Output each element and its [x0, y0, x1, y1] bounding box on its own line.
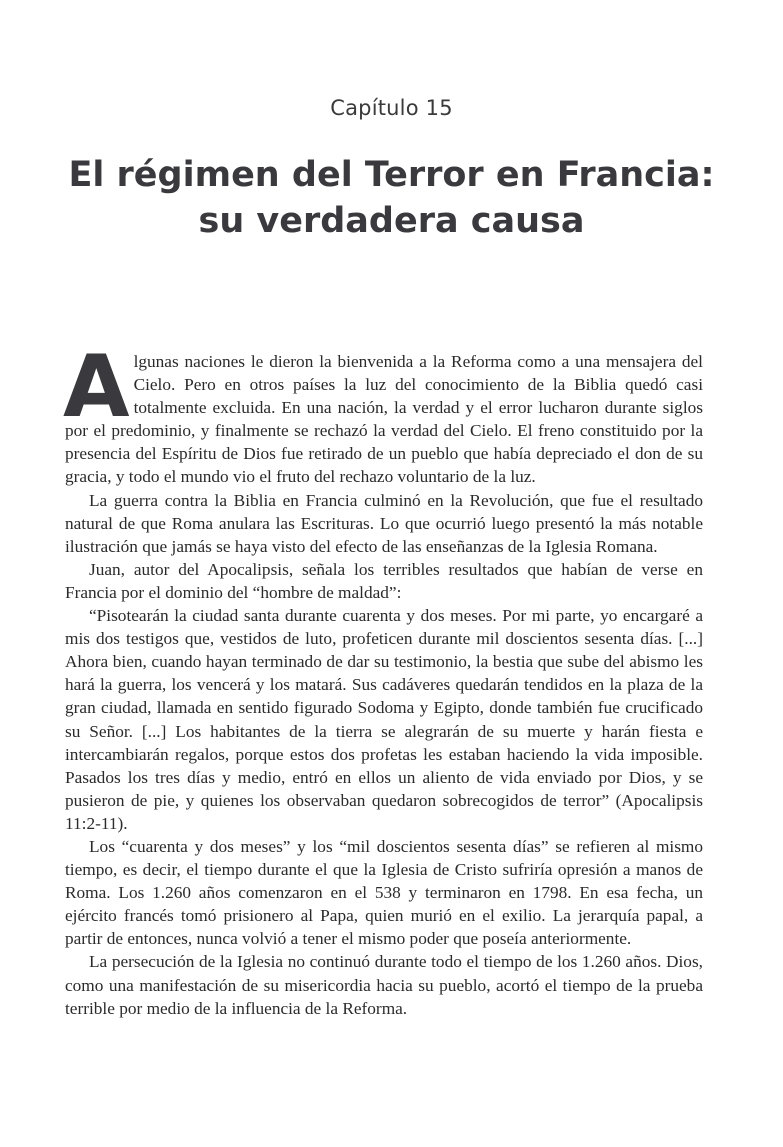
drop-cap: A — [63, 337, 130, 437]
paragraph-3: Juan, autor del Apocalipsis, señala los terribles resultados que habían de verse en Francia por el dominio del “hombre de maldad”: — [65, 559, 703, 602]
body-text — [63, 337, 703, 1020]
chapter-title-line-2: su verdadera causa — [198, 201, 585, 241]
chapter-title — [40, 152, 743, 244]
chapter-title-line-1: El régimen del Terror en Francia: — [68, 155, 715, 195]
paragraph-6: La persecución de la Iglesia no continuó durante todo el tiempo de los 1.260 años. Dios, como una manifestación de su misericordia hacia su pueblo, acortó el tiempo de la prueba terrible por medio de la influencia de la Reforma. — [65, 952, 703, 1018]
paragraph-1 — [63, 337, 703, 489]
chapter-label: Capítulo 15 — [330, 96, 453, 120]
paragraph-5: Los “cuarenta y dos meses” y los “mil doscientos sesenta días” se refieren al mismo tiempo, es decir, el tiempo durante el que la Iglesia de Cristo sufriría opresión a manos de Roma. Los 1.260 años comenzaron en el 538 y terminaron en 1798. En esa fecha, un ejército francés tomó prisionero al Papa, quien murió en el exilio. La jerarquía papal, a partir de entonces, nunca volvió a tener el mismo poder que poseía anteriormente. — [65, 836, 703, 949]
paragraph-4-quote: “Pisotearán la ciudad santa durante cuarenta y dos meses. Por mi parte, yo encargaré a mis dos testigos que, vestidos de luto, profeticen durante mil doscientos sesenta días. [...] Ahora bien, cuando hayan terminado de dar su testimonio, la bestia que sube del abismo les hará la guerra, los vencerá y los matará. Sus cadáveres quedarán tendidos en la plaza de la gran ciudad, llamada en sentido figurado Sodoma y Egipto, donde también fue crucificado su Señor. [...] Los habitantes de la tierra se alegrarán de su muerte y harán fiesta e intercambiarán regalos, porque estos dos profetas les estaban haciendo la vida imposible. Pasados los tres días y medio, entró en ellos un aliento de vida enviado por Dios, y se pusieron de pie, y quienes los observaban quedaron sobrecogidos de terror” (Apocalipsis 11:2-11). — [65, 606, 703, 833]
paragraph-2: La guerra contra la Biblia en Francia culminó en la Revolución, que fue el resultado natural de que Roma anulara las Escrituras. Lo que ocurrió luego presentó la más notable ilustración que jamás se haya visto del efecto de las enseñanzas de la Iglesia Romana. — [65, 490, 703, 556]
paragraph-1-text: lgunas naciones le dieron la bienvenida a la Reforma como a una mensajera del Cielo. Pero en otros países la luz del conocimiento de la Biblia quedó casi totalmente excluida. En una nación, la verdad y el error lucharon durante siglos por el predominio, y finalmente se rechazó la verdad del Cielo. El freno constituido por la presencia del Espíritu de Dios fue retirado de un pueblo que había depreciado el don de su gracia, y todo el mundo vio el fruto del rechazo voluntario de la luz. — [65, 352, 703, 487]
